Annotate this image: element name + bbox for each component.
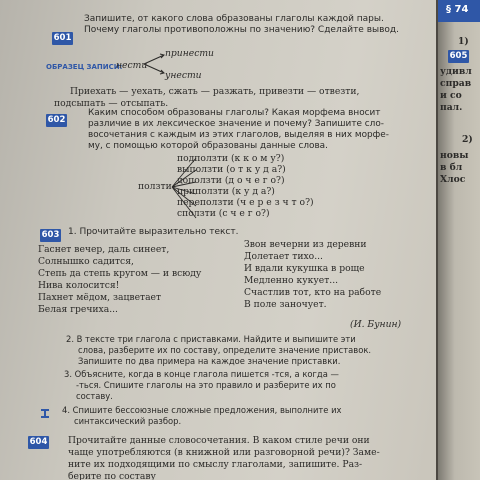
next-page-fragment-7: новы xyxy=(440,150,469,161)
poem-right-line-2: Долетает тихо... xyxy=(244,251,323,262)
exercise-603-task-3-line1: 3. Объясните, когда в конце глагола пишется -тся, а когда — xyxy=(64,369,339,379)
next-page-fragment-3: справ xyxy=(440,78,472,89)
exercise-603-task-2-line3: Запишите по два примера на каждое значение приставки. xyxy=(78,356,341,366)
poem-left-line-2: Солнышко садится, xyxy=(38,256,134,267)
exercise-603-task-3-line3: составу. xyxy=(76,391,113,401)
poem-right-line-3: И вдали кукушка в роще xyxy=(244,263,365,274)
sample-label: ОБРАЗЕЦ ЗАПИСИ: xyxy=(46,63,123,71)
derived-verb-6: сползти (с ч е г о?) xyxy=(177,208,270,219)
exercise-603-task-2-line1: 2. В тексте три глагола с приставками. Найдите и выпишите эти xyxy=(66,334,356,344)
next-page-fragment-4: и со xyxy=(440,90,462,101)
exercise-601-task-line2: Почему глаголы противоположны по значению? Сделайте вывод. xyxy=(84,25,400,35)
poem-left-line-4: Нива колосится! xyxy=(38,280,120,291)
next-page-edge xyxy=(438,0,480,480)
derived-verb-4: приползти (к у д а?) xyxy=(177,186,275,197)
exercise-603-number: 603 xyxy=(41,230,60,240)
exercise-601-number: 601 xyxy=(53,33,72,43)
base-word-polzti: ползти xyxy=(138,181,172,192)
exercise-603-task-4-line2: синтаксический разбор. xyxy=(74,416,182,426)
exercise-602-number: 602 xyxy=(47,115,66,125)
poem-left-line-1: Гаснет вечер, даль синеет, xyxy=(38,244,170,255)
derived-verb-1: подползти (к к о м у?) xyxy=(177,153,285,164)
exercise-603-task-4-line1: 4. Спишите бессоюзные сложные предложения, выполните их xyxy=(62,405,342,415)
derived-verb-2: выползти (о т к у д а?) xyxy=(177,164,286,175)
exercise-602-task-line2: различие в их лексическое значение и почему? Запишите сло- xyxy=(88,119,384,129)
exercise-605-number: 605 xyxy=(449,51,468,61)
next-page-fragment-2: удивл xyxy=(440,66,472,77)
poem-left-line-5: Пахнет мёдом, зацветает xyxy=(38,292,162,303)
poem-left-line-6: Белая гречиха... xyxy=(38,304,118,315)
sample-top-word: принести xyxy=(165,48,214,59)
exercise-603-task-2-line2: слова, разберите их по составу, определите значение приставок. xyxy=(78,345,372,355)
next-page-fragment-9: Хлос xyxy=(440,174,466,185)
poem-right-line-6: В поле заночует. xyxy=(244,299,327,310)
poem-left-line-3: Степь да степь кругом — и всюду xyxy=(38,268,202,279)
poem-right-line-4: Медленно кукует... xyxy=(244,275,339,286)
poem-right-line-1: Звон вечерни из деревни xyxy=(244,239,367,250)
sample-base-word: нести xyxy=(116,60,148,71)
next-page-fragment-8: в бл xyxy=(440,162,463,173)
exercise-601-pairs-line2: подсыпать — отсыпать. xyxy=(54,98,169,109)
exercise-604-task-line4: берите по составу xyxy=(68,471,156,480)
bookmark-marker-icon xyxy=(40,404,50,414)
section-number: § 74 xyxy=(446,4,469,15)
exercise-603-task-3-line2: -ться. Спишите глаголы на это правило и разберите их по xyxy=(76,380,336,390)
exercise-601-task-line1: Запишите, от какого слова образованы глаголы каждой пары. xyxy=(84,14,384,24)
sample-bottom-word: унести xyxy=(165,70,202,81)
poem-right-line-5: Счастлив тот, кто на работе xyxy=(244,287,382,298)
next-page-fragment-1: 1) xyxy=(458,36,469,47)
exercise-602-task-line1: Каким способом образованы глаголы? Какая морфема вносит xyxy=(88,108,381,118)
derived-verb-5: переползти (ч е р е з ч т о?) xyxy=(177,197,314,208)
exercise-601-pairs-line1: Приехать — уехать, сжать — разжать, привезти — отвезти, xyxy=(70,86,360,97)
exercise-602-task-line3: восочетания с каждым из этих глаголов, выделяя в них морфе- xyxy=(88,130,389,140)
exercise-603-task-1: 1. Прочитайте выразительно текст. xyxy=(68,227,239,237)
next-page-fragment-6: 2) xyxy=(462,134,473,145)
derived-verb-3: доползти (д о ч е г о?) xyxy=(177,175,285,186)
poem-author: (И. Бунин) xyxy=(350,319,402,330)
next-page-fragment-5: пал. xyxy=(440,102,463,113)
exercise-602-task-line4: му, с помощью которой образованы данные слова. xyxy=(88,141,328,151)
exercise-604-number: 604 xyxy=(29,437,48,447)
exercise-604-task-line3: ните их подходящими по смыслу глаголами, запишите. Раз- xyxy=(68,459,363,470)
exercise-604-task-line1: Прочитайте данные словосочетания. В каком стиле речи они xyxy=(68,435,370,446)
exercise-604-task-line2: чаще употребляются (в книжной или разговорной речи)? Заме- xyxy=(68,447,380,458)
